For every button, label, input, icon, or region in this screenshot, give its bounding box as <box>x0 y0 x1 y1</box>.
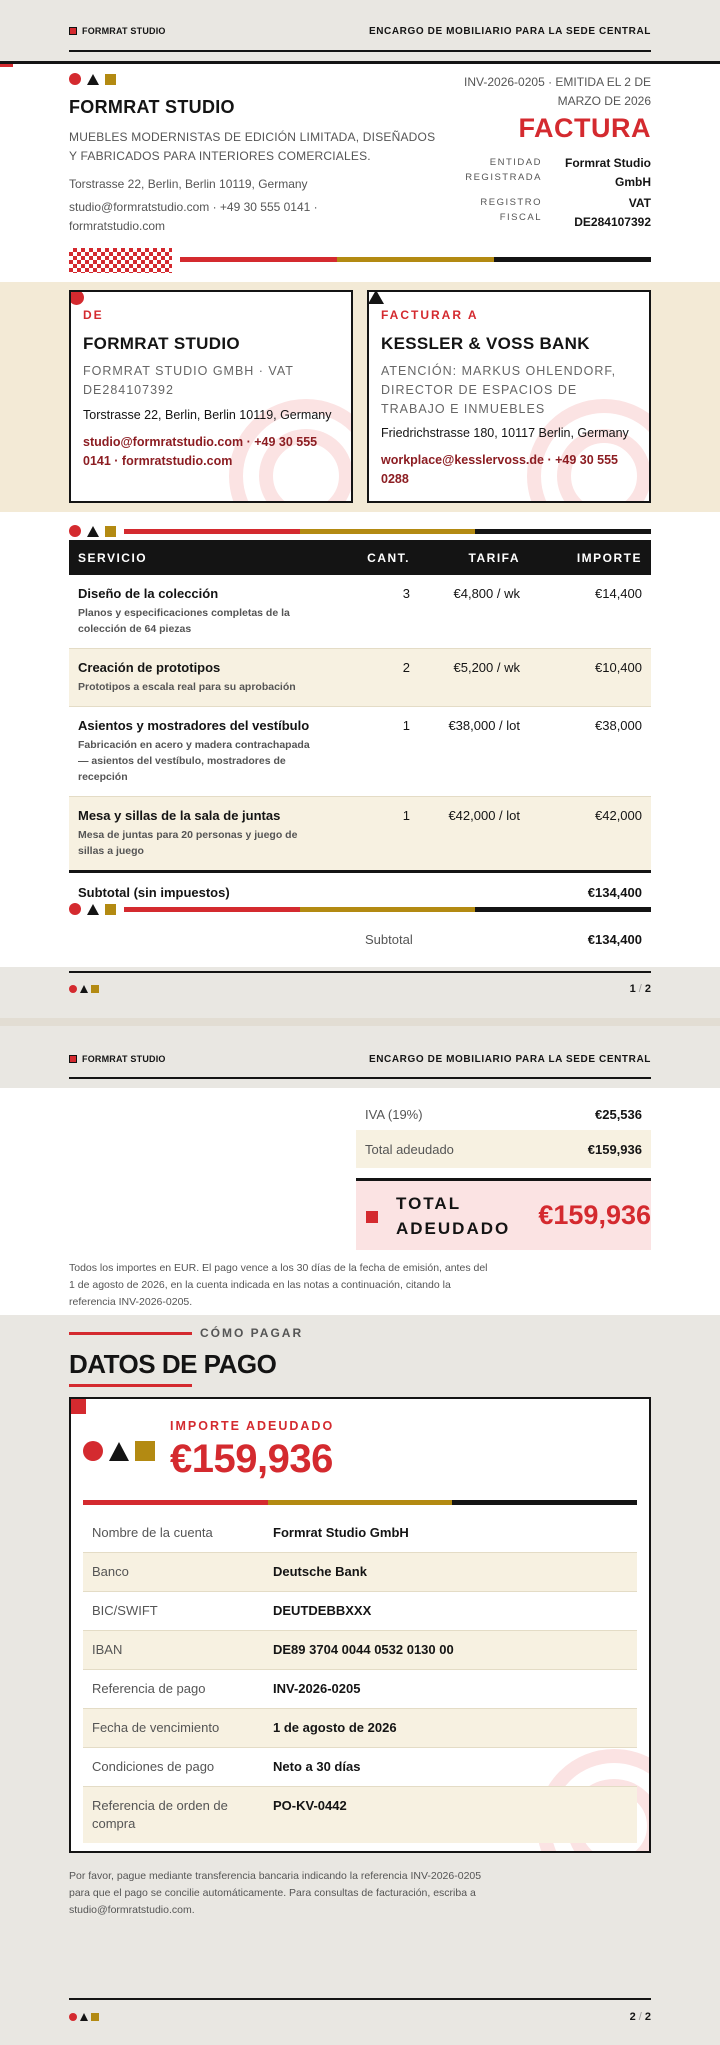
from-contact: studio@formratstudio.com · +49 30 555 0141 · formratstudio.com <box>83 435 318 468</box>
payment-card <box>69 1397 651 1853</box>
footer-shapes <box>69 985 99 993</box>
vat-label: IVA (19%) <box>365 1107 423 1122</box>
items-section <box>0 512 720 967</box>
totals-section <box>0 1088 720 1315</box>
bill-to-label: FACTURAR A <box>381 308 479 322</box>
payment-row: Referencia de pago INV-2026-0205 <box>83 1670 637 1709</box>
table-row <box>69 649 651 707</box>
circle-icon <box>83 1441 103 1461</box>
payment-row: Fecha de vencimiento 1 de agosto de 2026 <box>83 1709 637 1748</box>
item-name: Mesa y sillas de la sala de juntas <box>78 808 281 823</box>
table-row <box>69 707 651 797</box>
payment-table <box>83 1514 637 1843</box>
square-icon <box>91 985 99 993</box>
table-row <box>69 797 651 872</box>
from-name: FORMRAT STUDIO <box>83 334 240 353</box>
footer-shapes <box>69 2013 99 2021</box>
col-qty: CANT. <box>329 540 419 575</box>
circle-icon <box>69 2013 77 2021</box>
top-rule <box>0 61 720 64</box>
tax-label: REGISTRO FISCAL <box>480 197 542 223</box>
triangle-icon <box>80 985 88 993</box>
triangle-icon <box>109 1442 129 1461</box>
triangle-icon <box>87 904 99 915</box>
square-icon <box>105 74 116 85</box>
item-rate: €42,000 / lot <box>419 797 529 872</box>
item-rate: €4,800 / wk <box>419 575 529 649</box>
item-desc: Prototipos a escala real para su aprobación <box>78 681 296 693</box>
kicker-rule <box>69 1332 192 1335</box>
circle-icon <box>69 525 81 537</box>
vat-value: €25,536 <box>595 1107 642 1122</box>
payment-row: Condiciones de pago Neto a 30 días <box>83 1748 637 1787</box>
page-number: 1 / 2 <box>629 983 651 995</box>
payment-row: Nombre de la cuenta Formrat Studio GmbH <box>83 1514 637 1553</box>
item-desc: Mesa de juntas para 20 personas y juego de sillas a juego <box>78 829 298 857</box>
item-amount: €14,400 <box>529 575 651 649</box>
company-address: Torstrasse 22, Berlin, Berlin 10119, Germany <box>69 177 308 191</box>
table-row <box>69 575 651 649</box>
payment-title: DATOS DE PAGO <box>69 1349 277 1379</box>
tri-color-bar <box>124 907 651 912</box>
tri-color-bar <box>180 257 651 262</box>
company-section <box>0 61 720 282</box>
totals-subtotal-label: Subtotal <box>365 932 413 947</box>
item-qty: 1 <box>329 797 419 872</box>
subtotal-value: €134,400 <box>529 872 651 912</box>
square-icon <box>105 904 116 915</box>
payment-row: BIC/SWIFT DEUTDEBBXXX <box>83 1592 637 1631</box>
item-amount: €42,000 <box>529 797 651 872</box>
amount-value: €159,936 <box>170 1437 333 1481</box>
square-icon <box>135 1441 155 1461</box>
footer-rule <box>69 971 651 973</box>
col-service: SERVICIO <box>69 540 329 575</box>
triangle-icon <box>87 526 99 537</box>
payment-note: Todos los importes en EUR. El pago vence a los 30 días de la fecha de emisión, antes del 1 de agosto de 2026, en la cuenta indicada en las notas a continuación, citando la referencia INV-2026-0205. <box>69 1262 488 1308</box>
col-amount: IMPORTE <box>529 540 651 575</box>
header-brand: FORMRAT STUDIO <box>69 1054 166 1064</box>
items-table <box>69 540 651 911</box>
bill-to-contact: workplace@kesslervoss.de · +49 30 555 0288 <box>381 453 618 486</box>
from-address: Torstrasse 22, Berlin, Berlin 10119, Germany <box>83 408 332 422</box>
item-qty: 2 <box>329 649 419 707</box>
from-card <box>69 290 353 503</box>
payment-footer: Por favor, pague mediante transferencia bancaria indicando la referencia INV-2026-0205 para que el pago se concilie automáticamente. Para consultas de facturación, escriba a studio@formratstudio.com. <box>69 1870 482 1916</box>
circle-icon <box>69 73 81 85</box>
subtotal-label: Subtotal (sin impuestos) <box>69 872 329 912</box>
item-rate: €38,000 / lot <box>419 707 529 797</box>
entity-label: ENTIDAD REGISTRADA <box>465 157 542 183</box>
total-value: €159,936 <box>587 1142 642 1157</box>
bill-to-address: Friedrichstrasse 180, 10117 Berlin, Germany <box>381 426 629 440</box>
page-number: 2 / 2 <box>629 2011 651 2023</box>
header-project: ENCARGO DE MOBILIARIO PARA LA SEDE CENTRAL <box>368 26 651 37</box>
corner-triangle-icon <box>368 290 384 304</box>
footer-rule <box>69 1998 651 2000</box>
item-desc: Fabricación en acero y madera contrachapada — asientos del vestíbulo, mostradores de recepción <box>78 739 310 783</box>
square-icon <box>366 1211 378 1223</box>
from-label: DE <box>83 308 104 322</box>
company-name: FORMRAT STUDIO <box>69 97 235 117</box>
from-sub: FORMRAT STUDIO GMBH · VAT DE284107392 <box>83 364 294 397</box>
tax-value: VAT DE284107392 <box>574 196 651 229</box>
total-label: Total adeudado <box>365 1142 454 1157</box>
shape-row <box>69 73 116 85</box>
item-desc: Planos y especificaciones completas de la colección de 64 piezas <box>78 607 290 635</box>
square-icon <box>105 526 116 537</box>
amount-due-box <box>356 1178 651 1250</box>
company-tagline: MUEBLES MODERNISTAS DE EDICIÓN LIMITADA, DISEÑADOS Y FABRICADOS PARA INTERIORES COMERCIALES. <box>69 130 436 163</box>
payment-kicker: CÓMO PAGAR <box>200 1326 304 1340</box>
bill-to-card <box>367 290 651 503</box>
shape-row <box>69 903 116 915</box>
header-project: ENCARGO DE MOBILIARIO PARA LA SEDE CENTRAL <box>368 1054 651 1065</box>
corner-square-icon <box>71 1399 86 1414</box>
invoice-title: FACTURA <box>518 113 651 143</box>
payment-row: IBAN DE89 3704 0044 0532 0130 00 <box>83 1631 637 1670</box>
total-row <box>356 1130 651 1168</box>
checker-pattern <box>69 248 172 273</box>
page-gap <box>0 1018 720 1026</box>
amount-due-value: €159,936 <box>538 1200 651 1230</box>
item-qty: 3 <box>329 575 419 649</box>
totals-subtotal-value: €134,400 <box>587 932 642 947</box>
header-rule <box>69 50 651 52</box>
payment-row: Referencia de orden de compra PO-KV-0442 <box>83 1787 637 1843</box>
item-name: Creación de prototipos <box>78 660 221 675</box>
item-amount: €38,000 <box>529 707 651 797</box>
title-underline <box>69 1384 192 1387</box>
shape-row <box>83 1441 155 1461</box>
item-qty: 1 <box>329 707 419 797</box>
amount-due-label: TOTAL ADEUDADO <box>396 1194 511 1238</box>
item-rate: €5,200 / wk <box>419 649 529 707</box>
square-icon <box>91 2013 99 2021</box>
item-name: Asientos y mostradores del vestíbulo <box>78 718 310 733</box>
subtotal-row <box>69 872 651 912</box>
entity-value: Formrat Studio GmbH <box>565 156 651 189</box>
item-amount: €10,400 <box>529 649 651 707</box>
header-brand: FORMRAT STUDIO <box>69 26 166 36</box>
bill-to-sub: ATENCIÓN: MARKUS OHLENDORF, DIRECTOR DE ESPACIOS DE TRABAJO E INMUEBLES <box>381 364 617 416</box>
brand-mark-icon <box>69 27 77 35</box>
bill-to-name: KESSLER & VOSS BANK <box>381 334 590 353</box>
header-rule <box>69 1077 651 1079</box>
tri-color-bar <box>124 529 651 534</box>
company-contact: studio@formratstudio.com · +49 30 555 0141 · formratstudio.com <box>69 200 318 233</box>
triangle-icon <box>80 2013 88 2021</box>
payment-row: Banco Deutsche Bank <box>83 1553 637 1592</box>
invoice-meta: INV-2026-0205 · EMITIDA EL 2 DE MARZO DE 2026 <box>464 75 651 108</box>
item-name: Diseño de la colección <box>78 586 219 601</box>
col-rate: TARIFA <box>419 540 529 575</box>
shape-row <box>69 525 116 537</box>
triangle-icon <box>87 74 99 85</box>
tri-color-bar <box>83 1500 637 1505</box>
circle-icon <box>69 985 77 993</box>
amount-label: IMPORTE ADEUDADO <box>170 1419 335 1433</box>
brand-mark-icon <box>69 1055 77 1063</box>
circle-icon <box>69 903 81 915</box>
corner-circle-icon <box>69 290 84 305</box>
